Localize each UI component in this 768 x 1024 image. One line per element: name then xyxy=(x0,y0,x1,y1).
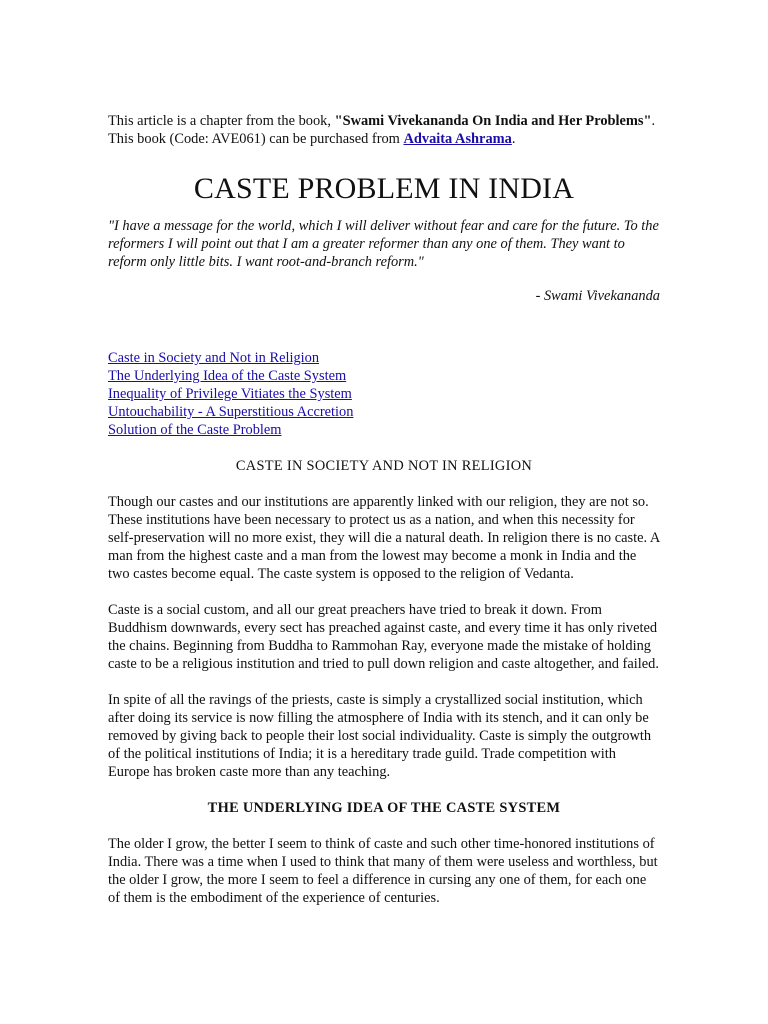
paragraph: Though our castes and our institutions are apparently linked with our religion, they are not so. These institutions have been necessary to protect us as a nation, and when this necessity for self-preservation will no more exist, they will die a natural death. In religion there is no caste. A man from the highest caste and a man from the lowest may become a monk in India and the two castes become equal. The caste system is opposed to the religion of Vedanta. xyxy=(108,494,660,582)
toc-item xyxy=(108,349,660,367)
section-heading-underlying-idea: THE UNDERLYING IDEA OF THE CASTE SYSTEM xyxy=(207,800,561,816)
paragraph: In spite of all the ravings of the priests, caste is simply a crystallized social institution, which after doing its service is now filling the atmosphere of India with its stench, and it can only be removed by giving back to people their lost social individuality. Caste is simply the outgrowth of the political institutions of India; it is a hereditary trade guild. Trade competition with Europe has broken caste more than any teaching. xyxy=(108,692,652,780)
intro-middle: . This book (Code: AVE061) can be purchased from xyxy=(108,113,656,147)
intro-suffix: . xyxy=(511,131,516,147)
paragraph: The older I grow, the better I seem to think of caste and such other time-honored institutions of India. There was a time when I used to think that many of them were useless and worthless, but the older I grow, the more I seem to feel a difference in cursing any one of them, for each one of them is the embodiment of the experience of centuries. xyxy=(108,836,658,906)
publisher-link[interactable]: Advaita Ashrama xyxy=(403,131,512,147)
toc-link-underlying-idea[interactable]: The Underlying Idea of the Caste System xyxy=(108,368,347,384)
toc-link-inequality-of-privilege[interactable]: Inequality of Privilege Vitiates the System xyxy=(108,386,352,402)
toc-item xyxy=(108,385,660,403)
intro-text xyxy=(108,112,660,148)
toc-link-caste-in-society[interactable]: Caste in Society and Not in Religion xyxy=(108,350,320,366)
epigraph-quote: "I have a message for the world, which I will deliver without fear and care for the future. To the reformers I will point out that I am a greater reformer than any one of them. They want to reform only little bits. I want root-and-branch reform." xyxy=(108,218,659,270)
article xyxy=(108,112,660,907)
quote-attribution: - Swami Vivekananda xyxy=(535,288,660,304)
toc-link-solution[interactable]: Solution of the Caste Problem xyxy=(108,422,282,438)
book-title: "Swami Vivekananda On India and Her Problems" xyxy=(334,113,652,129)
section-heading-caste-in-society: CASTE IN SOCIETY AND NOT IN RELIGION xyxy=(235,458,533,474)
page-title: CASTE PROBLEM IN INDIA xyxy=(193,172,575,205)
toc-item xyxy=(108,421,660,439)
paragraph: Caste is a social custom, and all our great preachers have tried to break it down. From Buddhism downwards, every sect has preached against caste, and every time it has only riveted the chains. Beginning from Buddha to Rammohan Ray, everyone made the mistake of holding caste to be a religious institution and tried to pull down religion and caste altogether, and failed. xyxy=(108,602,659,672)
table-of-contents xyxy=(108,349,660,439)
toc-item xyxy=(108,367,660,385)
toc-item xyxy=(108,403,660,421)
toc-link-untouchability[interactable]: Untouchability - A Superstitious Accretion xyxy=(108,404,354,420)
intro-prefix: This article is a chapter from the book, xyxy=(108,113,335,129)
